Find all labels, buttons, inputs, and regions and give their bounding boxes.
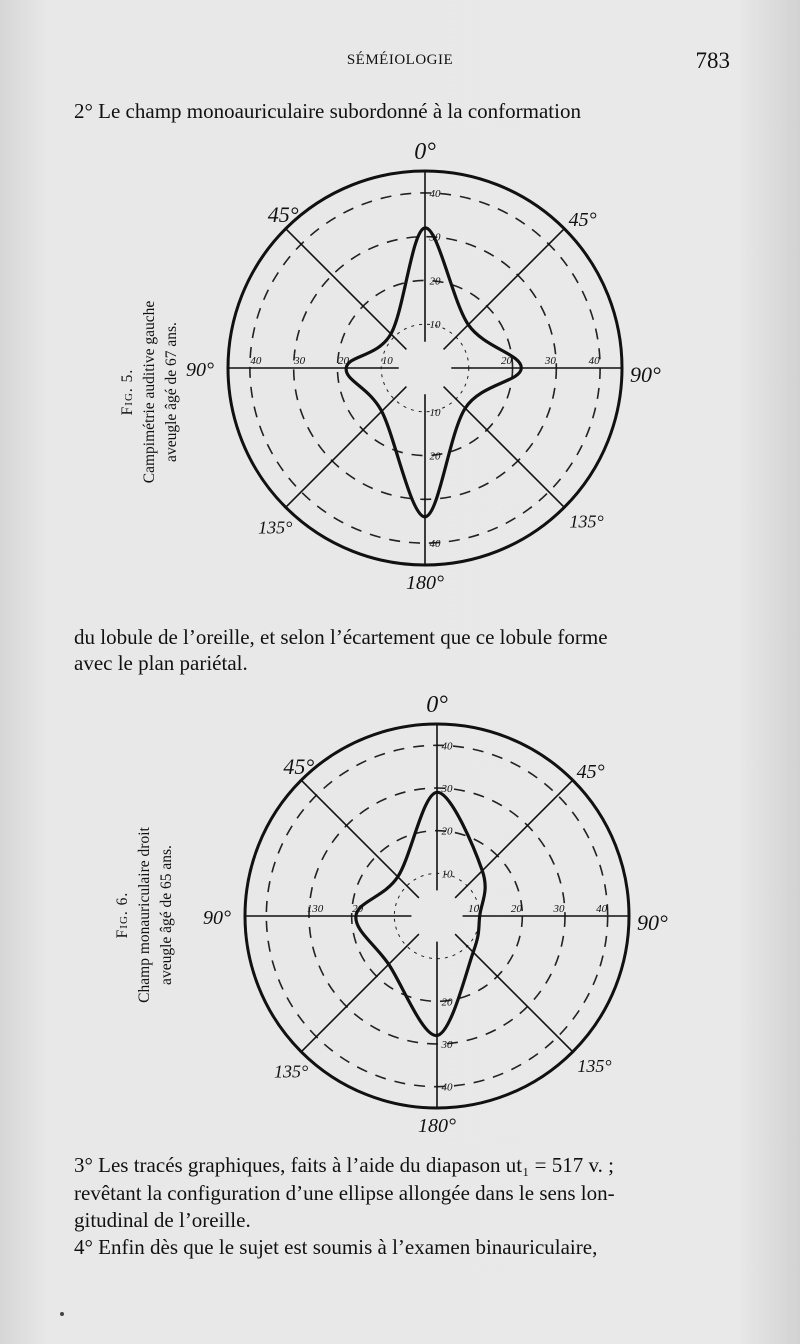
ring-label-right-30: 30 [544, 355, 556, 367]
ring-label-left-20: 20 [337, 355, 349, 367]
ring-label-top-30: 30 [441, 783, 453, 795]
ring-label-right-20: 20 [501, 355, 513, 367]
figure-5-caption-line-1: Campimétrie auditive gauche [141, 300, 158, 484]
paragraph-3-line-1: 3° Les tracés graphiques, faits à l’aide du diapason ut₁ = 517 v. ; [74, 1153, 614, 1177]
ring-label-bottom-20: 20 [429, 450, 441, 463]
page-number: 783 [695, 48, 730, 73]
angle-label-0: 0° [426, 692, 448, 718]
paragraph-continued-line-2: avec le plan pariétal. [74, 651, 248, 675]
figure-5 [0, 140, 800, 610]
ring-label-left-10: 10 [381, 355, 393, 367]
print-speck [60, 1312, 64, 1316]
ring-label-bottom-30: 30 [441, 1039, 453, 1051]
angle-label-180: 180° [406, 572, 444, 594]
ring-label-top-20: 20 [441, 825, 453, 838]
angle-label-180: 180° [418, 1115, 456, 1137]
figure-6-caption-line-2: aveugle âgé de 65 ans. [158, 845, 175, 985]
figure-5-caption-line-2: aveugle âgé de 67 ans. [163, 322, 180, 462]
figure-6-label: Fig. 6. [114, 891, 131, 939]
ring-label-top-40: 40 [429, 187, 441, 200]
figure-5-polar-chart [0, 140, 800, 610]
figure-6-polar-chart [0, 690, 800, 1140]
angle-label-135-left: 135° [273, 1061, 309, 1082]
angle-label-135-right: 135° [577, 1055, 612, 1076]
ring-label-left-30: 30 [294, 355, 306, 367]
ring-label-bottom-10: 10 [429, 406, 441, 419]
ring-label-right-30: 30 [553, 903, 565, 915]
ring-label-right-40: 40 [596, 903, 608, 915]
paragraph-3-line-2: revêtant la configuration d’une ellipse allongée dans le sens lon- [74, 1181, 615, 1205]
angle-label-90-left: 90° [203, 907, 231, 929]
ring-label-top-10: 10 [429, 319, 441, 332]
paragraph-4-line-1: 4° Enfin dès que le sujet est soumis à l’examen binauriculaire, [74, 1235, 598, 1259]
ring-label-left-20: 20 [352, 903, 364, 915]
ring-label-top-20: 20 [429, 275, 441, 288]
angle-label-45-left: 45° [267, 202, 299, 228]
ring-label-bottom-20: 20 [441, 996, 453, 1009]
figure-6 [0, 690, 800, 1140]
center-blank [411, 890, 462, 941]
angle-label-135-left: 135° [258, 517, 293, 538]
angle-label-135-right: 135° [569, 511, 604, 532]
angle-label-90-left: 90° [186, 359, 214, 381]
ring-label-left-40: 40 [250, 355, 262, 367]
angle-label-90-right: 90° [630, 362, 661, 387]
center-blank [399, 342, 452, 395]
ring-label-bottom-40: 40 [441, 1081, 453, 1094]
ring-label-top-40: 40 [441, 740, 453, 753]
angle-label-45-right: 45° [576, 760, 605, 783]
angle-label-45-left: 45° [283, 753, 315, 779]
angle-label-45-right: 45° [568, 209, 597, 232]
ring-label-bottom-40: 40 [429, 538, 441, 551]
figure-5-label: Fig. 5. [119, 368, 136, 416]
angle-label-90-right: 90° [637, 910, 668, 935]
paragraph-2-line: 2° Le champ monoauriculaire subordonné à la conformation [74, 99, 581, 123]
figure-6-caption-line-1: Champ monauriculaire droit [136, 827, 153, 1003]
ring-label-right-20: 20 [510, 903, 522, 915]
angle-label-0: 0° [414, 140, 436, 165]
ring-label-top-10: 10 [441, 868, 453, 881]
running-title: SÉMÉIOLOGIE [346, 52, 454, 68]
ring-label-top-30: 30 [429, 231, 441, 244]
paragraph-3-line-3: gitudinal de l’oreille. [74, 1208, 251, 1232]
ring-label-right-40: 40 [588, 355, 600, 367]
running-head [0, 50, 800, 74]
paragraph-continued-line-1: du lobule de l’oreille, et selon l’écartement que ce lobule forme [74, 625, 608, 649]
ring-label-right-10: 10 [468, 903, 480, 915]
ring-label-left-130: 130 [306, 903, 324, 915]
